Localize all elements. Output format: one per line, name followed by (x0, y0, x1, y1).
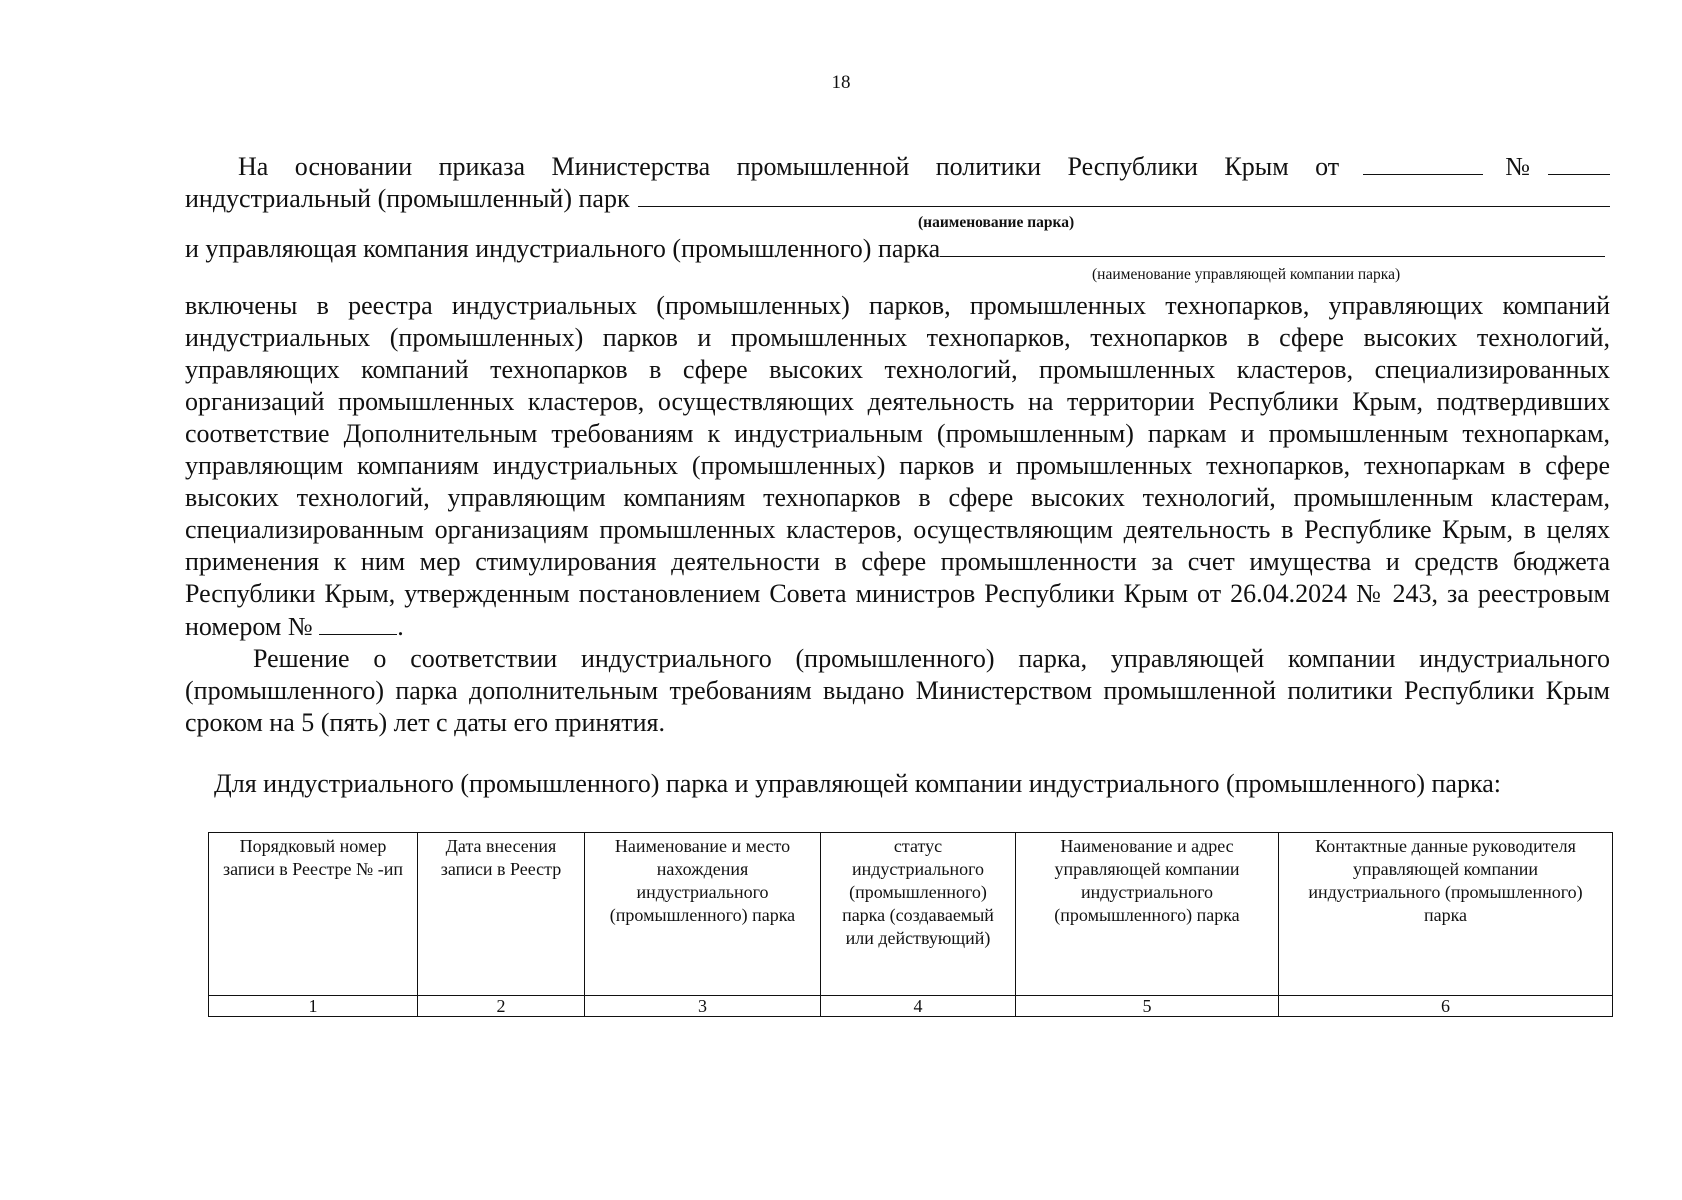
table-header-row (209, 833, 1613, 996)
registry-paragraph (185, 290, 1610, 643)
column-number: 3 (585, 996, 821, 1017)
page-number: 18 (831, 72, 851, 93)
table-number-row (209, 996, 1613, 1017)
company-line (185, 232, 1605, 264)
column-header: Наименование и место нахождения индустриального (промышленного) парка (585, 833, 821, 996)
column-header: Контактные данные руководителя управляющей компании индустриального (промышленного) парка (1279, 833, 1613, 996)
column-number: 6 (1279, 996, 1613, 1017)
park-name-caption: (наименование парка) (918, 214, 1075, 231)
registry-paragraph-text: включены в реестра индустриальных (промышленных) парков, промышленных технопарков, управляющих компаний индустриальных (промышленных) парков и промышленных технопарков, технопарков в сфере высоких технологий, управляющих компаний технопарков в сфере высоких технологий, промышленных кластеров, специализированных организаций промышленных кластеров, осуществляющих деятельность на территории Республики Крым, подтвердивших соответствие Дополнительным требованиям к индустриальным (промышленным) паркам и промышленным технопаркам, управляющим компаниям индустриальных (промышленных) парков и промышленных технопарков, технопаркам в сфере высоких технологий, управляющим компаниям технопарков в сфере высоких технологий, промышленным кластерам, специализированным организациям промышленных кластеров, осуществляющим деятельность в Республике Крым, в целях применения к ним мер стимулирования деятельности в сфере промышленности за счет имущества и средств бюджета Республики Крым, утвержденным постановлением Совета министров Республики Крым от 26.04.2024 № 243, за реестровым номером № (185, 291, 1610, 641)
registry-paragraph-end: . (397, 612, 404, 641)
order-number-blank (1548, 150, 1610, 175)
order-text: На основании приказа Министерства промышленной политики Республики Крым от (238, 152, 1340, 181)
column-header: Наименование и адрес управляющей компании индустриального (промышленного) парка (1016, 833, 1279, 996)
park-label: индустриальный (промышленный) парк (185, 184, 630, 213)
park-name-blank (638, 182, 1610, 207)
company-label: и управляющая компания индустриального (промышленного) парка (185, 234, 941, 263)
registry-number-blank (319, 610, 397, 635)
order-number-sign: № (1505, 152, 1530, 181)
column-header: статус индустриального (промышленного) парка (создаваемый или действующий) (821, 833, 1016, 996)
column-number: 2 (418, 996, 585, 1017)
column-number: 4 (821, 996, 1016, 1017)
column-number: 5 (1016, 996, 1279, 1017)
company-name-caption: (наименование управляющей компании парка) (1092, 266, 1401, 283)
order-line (238, 150, 1610, 182)
company-name-blank (940, 232, 1605, 257)
table-heading: Для индустриального (промышленного) парка и управляющей компании индустриального (промышленного) парка: (214, 769, 1501, 798)
decision-paragraph: Решение о соответствии индустриального (промышленного) парка, управляющей компании индустриального (промышленного) парка дополнительным требованиям выдано Министерством промышленной политики Республики Крым сроком на 5 (пять) лет с даты его принятия. (185, 644, 1610, 737)
order-date-blank (1363, 150, 1483, 175)
park-line (185, 182, 1610, 214)
column-header: Порядковый номер записи в Реестре № -ип (209, 833, 418, 996)
column-header: Дата внесения записи в Реестр (418, 833, 585, 996)
column-number: 1 (209, 996, 418, 1017)
registry-table (208, 832, 1613, 1017)
